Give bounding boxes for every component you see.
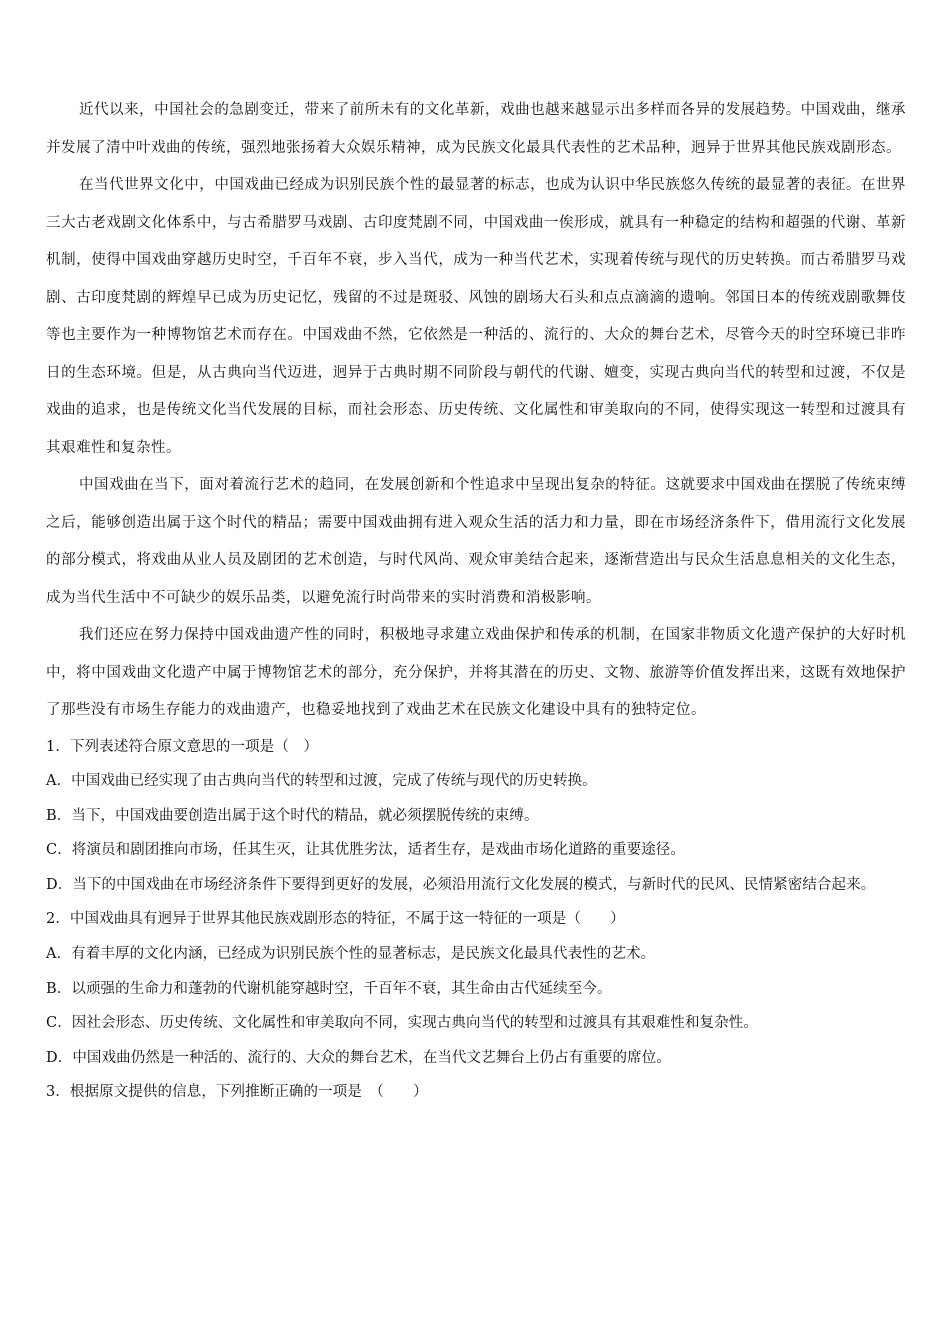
question-1-option-d: D．当下的中国戏曲在市场经济条件下要得到更好的发展，必须沿用流行文化发展的模式，与新时代的民风、民情紧密结合起来。 [46,876,876,893]
question-2 [46,902,906,1075]
question-2-option-b: B．以顽强的生命力和蓬勃的代谢机能穿越时空，千百年不衰，其生命由古代延续至今。 [46,980,612,997]
document-page [46,92,906,1110]
question-1-stem: 1．下列表述符合原文意思的一项是（ ） [46,738,319,755]
question-2-option-c: C．因社会形态、历史传统、文化属性和审美取向不同，实现古典向当代的转型和过渡具有其艰难性和复杂性。 [46,1015,758,1032]
question-1 [46,730,906,903]
passage-paragraph-3: 中国戏曲在当下，面对着流行艺术的趋同，在发展创新和个性追求中呈现出复杂的特征。这就要求中国戏曲在摆脱了传统束缚之后，能够创造出属于这个时代的精品；需要中国戏曲拥有进入观众生活的活力和力量，即在市场经济条件下，借用流行文化发展的部分模式，将戏曲从业人员及剧团的艺术创造，与时代风尚、观众审美结合起来，逐渐营造出与民众生活息息相关的文化生态，成为当代生活中不可缺少的娱乐品类，以避免流行时尚带来的实时消费和消极影响。 [46,477,906,606]
question-2-stem: 2．中国戏曲具有迥异于世界其他民族戏剧形态的特征，不属于这一特征的一项是（ ） [46,911,625,928]
question-3-stem: 3．根据原文提供的信息，下列推断正确的一项是 （ ） [46,1084,428,1101]
question-1-option-c: C．将演员和剧团推向市场，任其生灭，让其优胜劣汰，适者生存，是戏曲市场化道路的重要途径。 [46,842,685,859]
passage-paragraph-4: 我们还应在努力保持中国戏曲遗产性的同时，积极地寻求建立戏曲保护和传承的机制，在国家非物质文化遗产保护的大好时机中，将中国戏曲文化遗产中属于博物馆艺术的部分，充分保护，并将其潜在的历史、文物、旅游等价值发挥出来，这既有效地保护了那些没有市场生存能力的戏曲遗产，也稳妥地找到了戏曲艺术在民族文化建设中具有的独特定位。 [46,627,906,718]
question-2-option-a: A．有着丰厚的文化内涵，已经成为识别民族个性的显著标志，是民族文化最具代表性的艺术。 [46,946,656,963]
question-3 [46,1075,906,1110]
question-1-option-a: A．中国戏曲已经实现了由古典向当代的转型和过渡，完成了传统与现代的历史转换。 [46,773,597,790]
question-2-option-d: D．中国戏曲仍然是一种活的、流行的、大众的舞台艺术，在当代文艺舞台上仍占有重要的席位。 [46,1049,671,1066]
reading-passage [46,92,906,730]
passage-paragraph-2: 在当代世界文化中，中国戏曲已经成为识别民族个性的最显著的标志，也成为认识中华民族悠久传统的最显著的表征。在世界三大古老戏剧文化体系中，与古希腊罗马戏剧、古印度梵剧不同，中国戏曲一俟形成，就具有一种稳定的结构和超强的代谢、革新机制，使得中国戏曲穿越历史时空，千百年不衰，步入当代，成为一种当代艺术，实现着传统与现代的历史转换。而古希腊罗马戏剧、古印度梵剧的辉煌早已成为历史记忆，残留的不过是斑驳、风蚀的剧场大石头和点点滴滴的遗响。邻国日本的传统戏剧歌舞伎等也主要作为一种博物馆艺术而存在。中国戏曲不然，它依然是一种活的、流行的、大众的舞台艺术，尽管今天的时空环境已非昨日的生态环境。但是，从古典向当代迈进，迥异于古典时期不同阶段与朝代的代谢、嬗变，实现古典向当代的转型和过渡，不仅是戏曲的追求，也是传统文化当代发展的目标，而社会形态、历史传统、文化属性和审美取向的不同，使得实现这一转型和过渡具有其艰难性和复杂性。 [46,177,906,456]
passage-paragraph-1: 近代以来，中国社会的急剧变迁，带来了前所未有的文化革新，戏曲也越来越显示出多样而各异的发展趋势。中国戏曲，继承并发展了清中叶戏曲的传统，强烈地张扬着大众娱乐精神，成为民族文化最具代表性的艺术品种，迥异于世界其他民族戏剧形态。 [46,102,906,156]
question-1-option-b: B．当下，中国戏曲要创造出属于这个时代的精品，就必须摆脱传统的束缚。 [46,807,539,824]
